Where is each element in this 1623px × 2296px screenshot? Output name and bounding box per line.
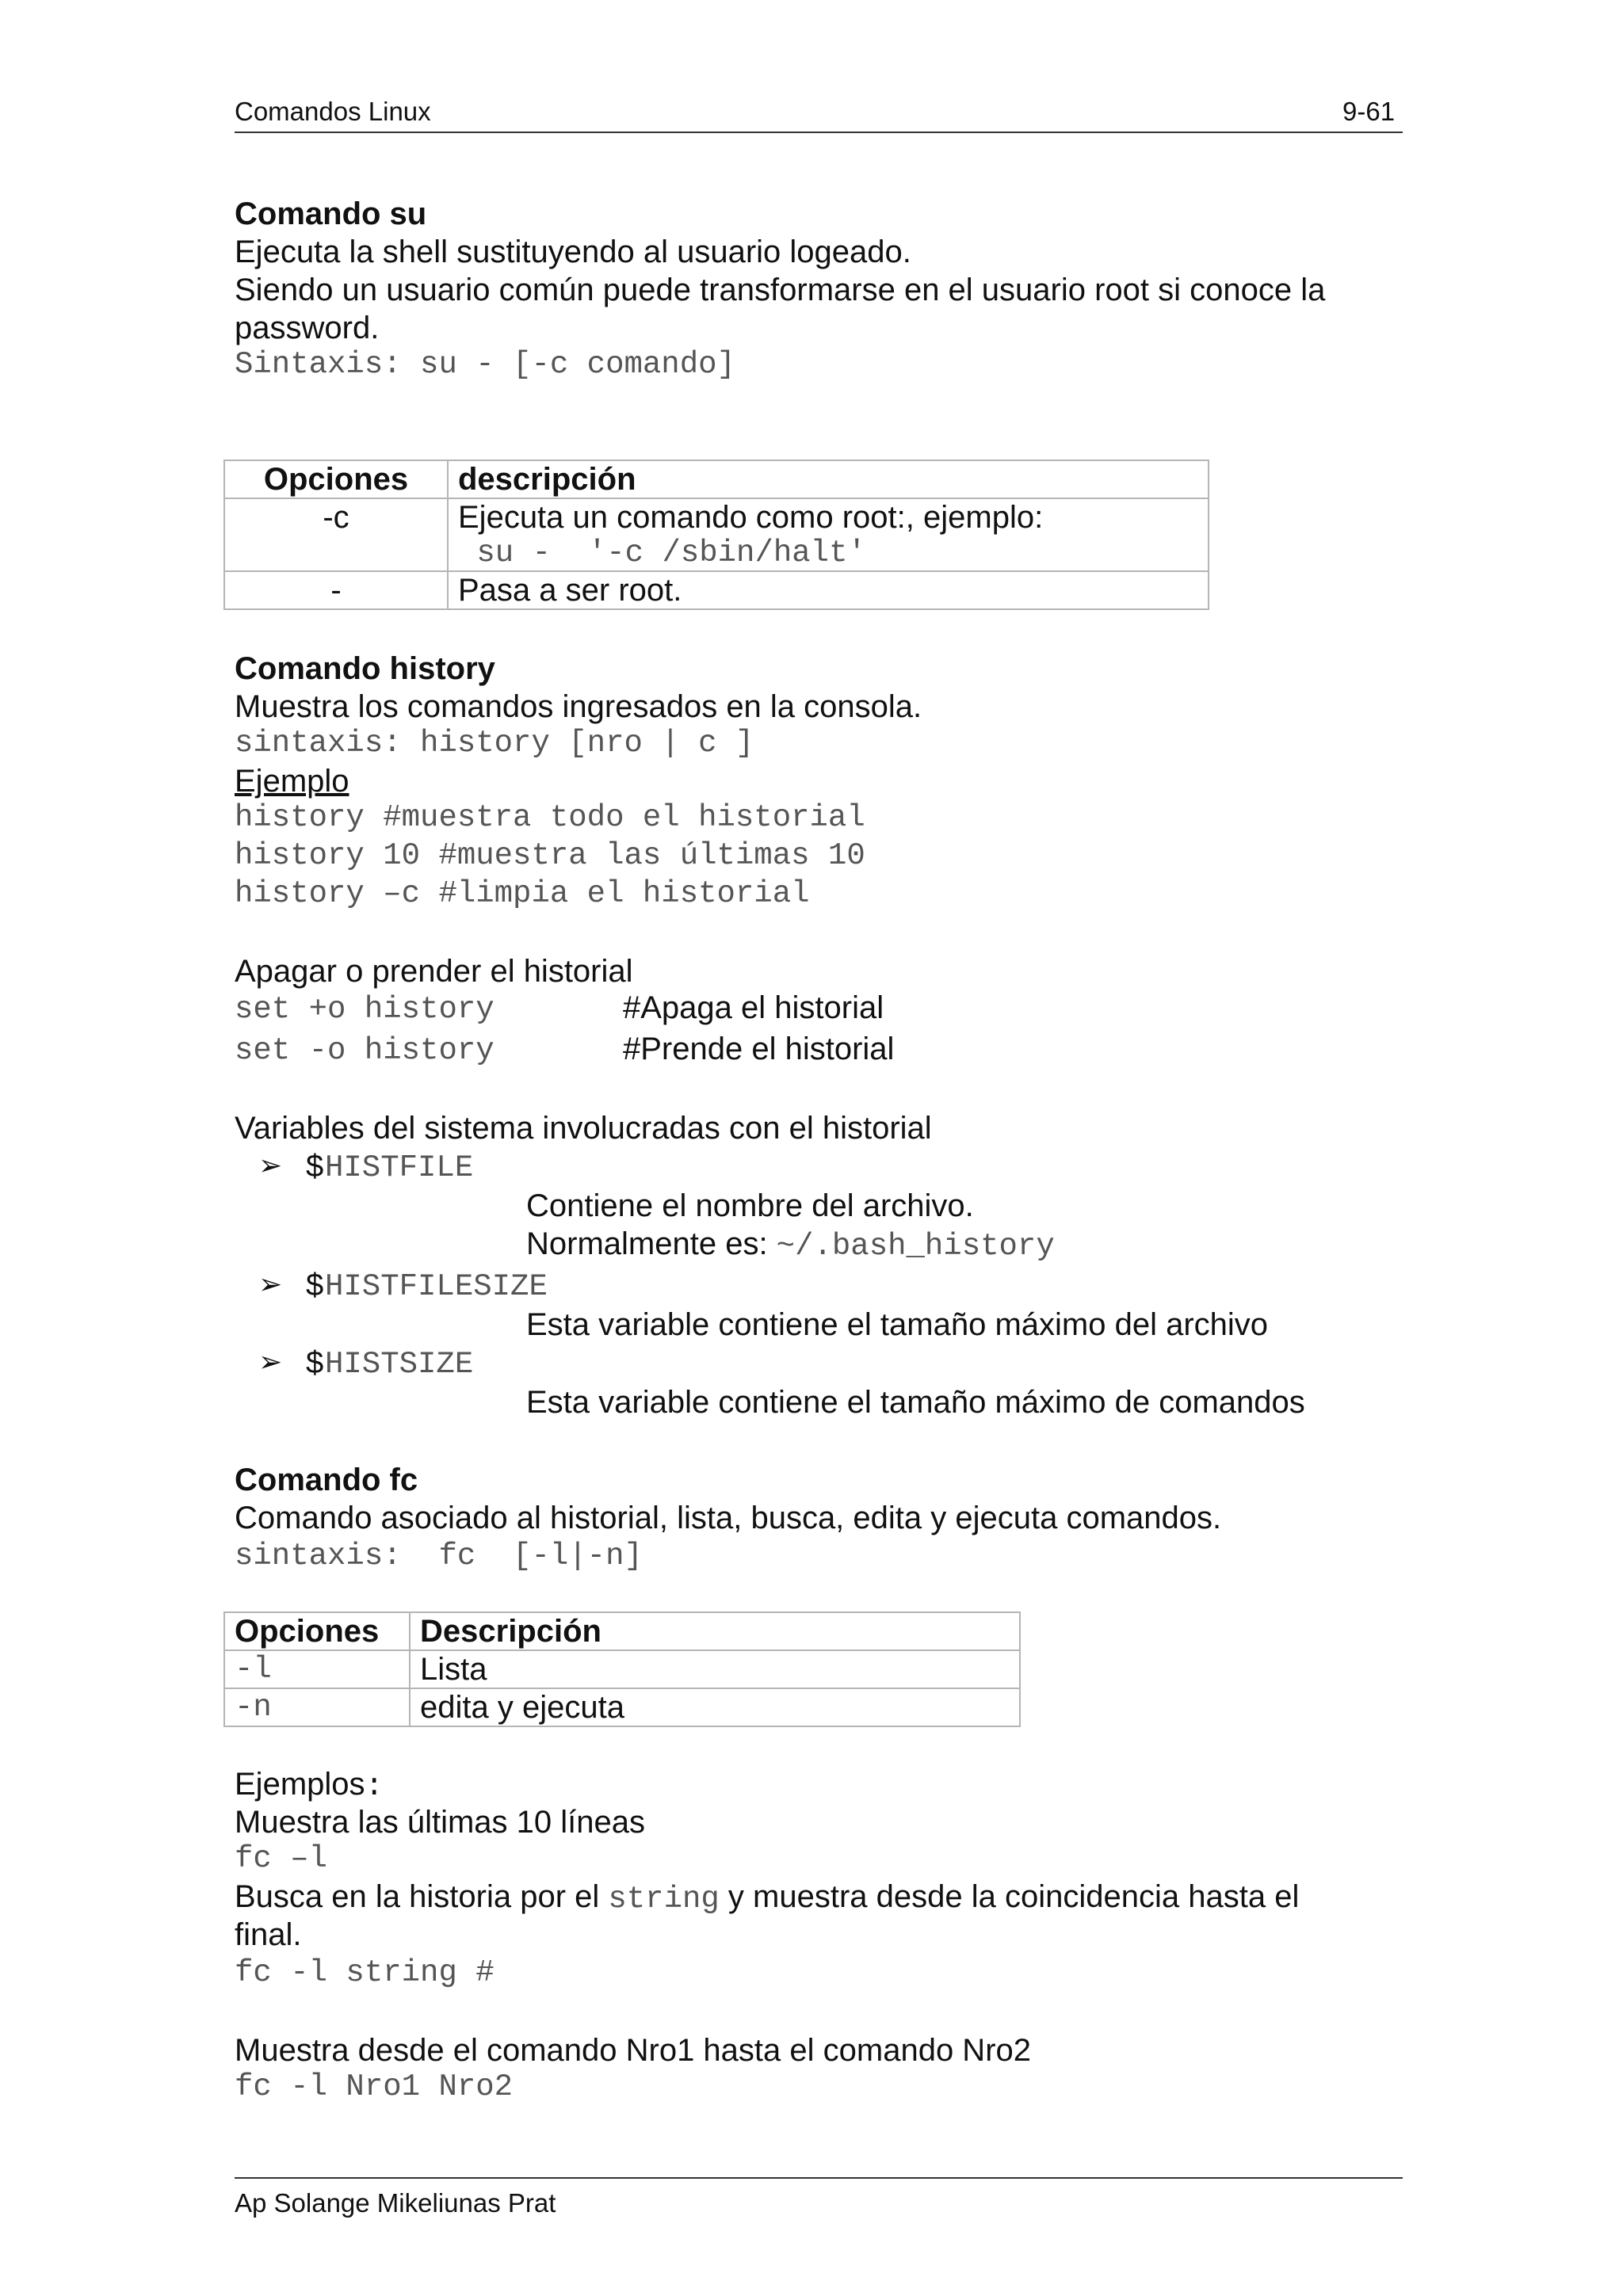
fc-syntax: sintaxis: fc [-l|-n]: [235, 1539, 643, 1573]
su-desc-2: Siendo un usuario común puede transformarse en el usuario root si conoce la: [235, 273, 1326, 307]
var-name: HISTFILE: [325, 1150, 474, 1185]
examples-label-text: Ejemplos: [235, 1767, 365, 1802]
var-desc: Esta variable contiene el tamaño máximo del archivo: [526, 1307, 1269, 1342]
option-cell: -l: [224, 1650, 410, 1688]
example-2-cmd-text: fc -l string: [235, 1955, 457, 1990]
fc-examples-label: [235, 1765, 384, 1806]
var-desc: Contiene el nombre del archivo.: [526, 1188, 974, 1223]
su-desc-1: Ejecuta la shell sustituyendo al usuario logeado.: [235, 235, 911, 269]
var-desc: Esta variable contiene el tamaño máximo de comandos: [526, 1385, 1305, 1420]
fc-example-1-cmd: fc –l: [235, 1841, 328, 1876]
toggle-note: #Apaga el historial: [623, 990, 884, 1025]
toggle-command: set -o history: [235, 1033, 495, 1068]
table-header-cell: descripción: [448, 460, 1209, 498]
description-example-code: su - '-c /sbin/halt': [458, 536, 866, 570]
su-desc-3: password.: [235, 311, 380, 345]
table-header-cell: Opciones: [224, 460, 448, 498]
var-dollar: $: [306, 1268, 324, 1302]
description-cell: [448, 498, 1209, 571]
history-title: Comando history: [235, 651, 495, 686]
header-rule: [235, 132, 1403, 133]
option-cell: -n: [224, 1688, 410, 1726]
page-number: 9-61: [1342, 97, 1396, 126]
su-syntax: Sintaxis: su - [-c comando]: [235, 347, 735, 382]
page-header-title: Comandos Linux: [235, 97, 431, 126]
var-desc-2: [526, 1225, 1055, 1265]
su-options-table: [223, 460, 1209, 610]
history-vars-title: Variables del sistema involucradas con el historial: [235, 1111, 932, 1146]
history-example-label: [235, 762, 349, 800]
arrow-bullet-icon: ➢: [258, 1268, 283, 1300]
fc-desc: Comando asociado al historial, lista, busca, edita y ejecuta comandos.: [235, 1501, 1222, 1535]
example-2-desc-part: Busca en la historia por el: [235, 1879, 609, 1914]
var-desc-2-code: ~/.bash_history: [776, 1229, 1055, 1264]
fc-example-2-desc: [235, 1878, 1299, 1918]
example-label-text: Ejemplo: [235, 764, 349, 799]
history-desc: Muestra los comandos ingresados en la consola.: [235, 689, 922, 724]
fc-example-3-desc: Muestra desde el comando Nro1 hasta el comando Nro2: [235, 2033, 1031, 2068]
table-header-row: [224, 1612, 1020, 1650]
description-cell: Pasa a ser root.: [448, 571, 1209, 609]
history-syntax: sintaxis: history [nro | c ]: [235, 726, 754, 761]
fc-example-1-desc: Muestra las últimas 10 líneas: [235, 1805, 646, 1840]
arrow-bullet-icon: ➢: [258, 1345, 283, 1378]
var-name: HISTSIZE: [325, 1347, 474, 1382]
table-header-cell: Opciones: [224, 1612, 410, 1650]
description-cell: edita y ejecuta: [410, 1688, 1020, 1726]
table-header-cell: Descripción: [410, 1612, 1020, 1650]
history-toggle-title: Apagar o prender el historial: [235, 954, 633, 989]
history-example-1: history #muestra todo el historial: [235, 800, 865, 835]
table-row: [224, 1688, 1020, 1726]
fc-title: Comando fc: [235, 1463, 418, 1497]
table-header-row: [224, 460, 1209, 498]
var-dollar: $: [306, 1149, 324, 1184]
description-text: Ejecuta un comando como root:, ejemplo:: [458, 500, 1044, 535]
fc-example-2-desc-cont: final.: [235, 1917, 302, 1952]
fc-example-2-cmd: [235, 1954, 495, 1992]
option-cell: -: [224, 571, 448, 609]
table-row: [224, 1650, 1020, 1688]
example-2-cmd-hash: #: [456, 1955, 495, 1990]
history-example-3: history –c #limpia el historial: [235, 876, 810, 911]
footer-rule: [235, 2177, 1403, 2179]
var-name: HISTFILESIZE: [325, 1269, 548, 1304]
description-cell: Lista: [410, 1650, 1020, 1688]
var-desc-2-prefix: Normalmente es:: [526, 1226, 777, 1261]
history-example-2: history 10 #muestra las últimas 10: [235, 838, 865, 873]
example-2-desc-part: y muestra desde la coincidencia hasta el: [719, 1879, 1300, 1914]
example-2-desc-code: string: [608, 1882, 720, 1917]
option-cell: -c: [224, 498, 448, 571]
table-row: [224, 571, 1209, 609]
var-dollar: $: [306, 1345, 324, 1380]
fc-options-table: [223, 1611, 1021, 1727]
su-title: Comando su: [235, 196, 427, 231]
toggle-note: #Prende el historial: [623, 1032, 895, 1066]
fc-example-3-cmd: fc -l Nro1 Nro2: [235, 2069, 514, 2104]
table-row: [224, 498, 1209, 571]
arrow-bullet-icon: ➢: [258, 1149, 283, 1181]
examples-label-colon: :: [365, 1769, 384, 1804]
toggle-command: set +o history: [235, 992, 495, 1027]
page-footer-author: Ap Solange Mikeliunas Prat: [235, 2188, 556, 2218]
